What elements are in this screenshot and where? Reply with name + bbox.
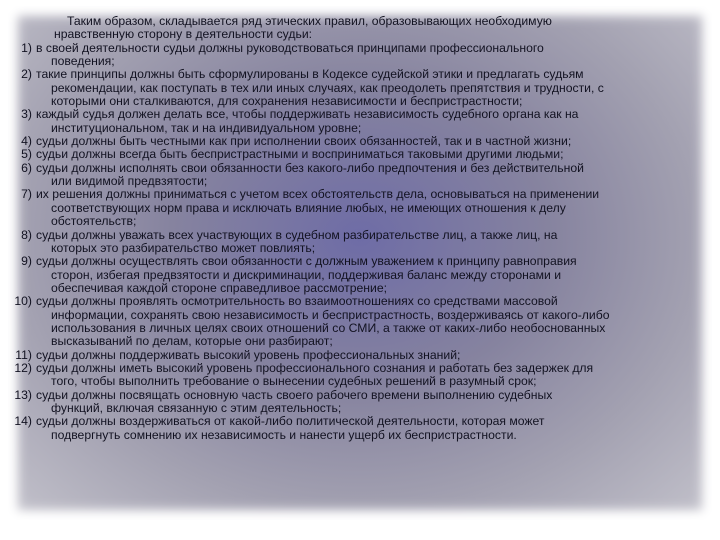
list-item-number: 4) — [21, 134, 32, 149]
list-item-line: судьи должны быть честными как при исполнении своих обязанностей, так и в частной жизни; — [36, 134, 572, 149]
list-item-number: 12) — [14, 360, 32, 375]
list-item-number: 9) — [21, 254, 32, 269]
list-item-number: 6) — [21, 160, 32, 175]
list-item — [21, 187, 710, 229]
list-item — [21, 147, 710, 162]
list-item — [21, 134, 710, 149]
list-item — [14, 414, 710, 442]
list-item-number: 11) — [15, 347, 32, 362]
list-item-line: обстоятельств; — [51, 214, 137, 229]
list-item-line: обеспечивая каждой стороне справедливое рассмотрение; — [51, 280, 387, 295]
list-item-number: 2) — [21, 67, 32, 82]
list-item — [15, 347, 710, 362]
intro-line-1: Таким образом, складывается ряд этических правил, образовывающих необходимую — [67, 14, 552, 28]
list-item-line: высказываний по делам, которые они разбирают; — [51, 334, 333, 349]
intro-line-2: нравственную сторону в деятельности судьи: — [54, 27, 313, 42]
list-item-line: соответствующих норм права и исключать влияние любых, не имеющих отношения к делу — [51, 200, 566, 215]
list-item — [21, 67, 710, 109]
list-item-number: 5) — [21, 147, 32, 162]
list-item-line: их решения должны приниматься с учетом всех обстоятельств дела, основываться на применении — [36, 187, 600, 202]
list-item-line: судьи должны иметь высокий уровень профессионального сознания и работать без задержек для — [36, 360, 594, 375]
list-item-line: каждый судья должен делать все, чтобы поддерживать независимость судебного органа как на — [36, 107, 579, 122]
list-item — [14, 360, 710, 389]
list-item-line: судьи должны исполнять свои обязанности без какого-либо предпочтения и без действительной — [36, 160, 584, 175]
list-item-line: или видимой предвзятости; — [51, 174, 208, 189]
list-item-line: судьи должны проявлять осмотрительность во взаимоотношениях со средствами массовой — [36, 294, 558, 309]
list-item — [21, 40, 710, 69]
list-item-line: подвергнуть сомнению их независимость и нанести ущерб их беспристрастности. — [51, 427, 517, 442]
list-item-line: в своей деятельности судьи должны руководствоваться принципами профессионального — [36, 40, 544, 55]
list-item-line: функций, включая связанную с этим деятельность; — [51, 400, 342, 415]
list-item — [21, 254, 710, 295]
list-item-line: того, чтобы выполнить требование о вынесении судебных решений в разумный срок; — [51, 374, 537, 389]
list-item-line: судьи должны всегда быть беспристрастными и восприниматься таковыми другими людьми; — [36, 147, 564, 162]
list-item — [14, 387, 710, 416]
list-item-number: 1) — [21, 40, 32, 55]
list-item-line: которыми они сталкиваются, для сохранения независимости и беспристрастности; — [51, 94, 523, 109]
list-item-line: судьи должны уважать всех участвующих в судебном разбирательстве лиц, а также лиц, на — [36, 227, 558, 242]
list-item-number: 7) — [21, 187, 32, 202]
list-item-line: такие принципы должны быть сформулированы в Кодексе судейской этики и предлагать судьям — [36, 67, 584, 82]
list-item-number: 8) — [21, 227, 32, 242]
list-item-line: которых это разбирательство может повлиять; — [51, 240, 316, 255]
list-item — [21, 160, 710, 189]
list-item-number: 14) — [14, 414, 32, 429]
list-item-line: использования в личных целях своих отношений со СМИ, а также от каких-либо необоснованных — [51, 320, 606, 335]
list-item-line: информации, сохранять свою независимость и беспристрастность, воздерживаясь от какого-либо — [51, 307, 610, 322]
list-item-line: судьи должны поддерживать высокий уровень профессиональных знаний; — [36, 347, 461, 362]
rules-list — [14, 40, 710, 442]
list-item-number: 10) — [14, 294, 32, 309]
list-item-number: 13) — [14, 387, 32, 402]
list-item-line: поведения; — [51, 54, 115, 69]
list-item-line: сторон, избегая предвзятости и дискриминации, поддерживая баланс между сторонами и — [51, 267, 562, 282]
list-item-line: судьи должны посвящать основную часть своего рабочего времени выполнению судебных — [36, 387, 553, 402]
list-item-line: институциональном, так и на индивидуальном уровне; — [51, 120, 362, 135]
intro-paragraph — [36, 15, 710, 42]
list-item-line: судьи должны воздерживаться от какой-либо политической деятельности, которая может — [36, 414, 545, 429]
list-item-line: рекомендации, как поступать в тех или иных случаях, как преодолеть препятствия и трудности, с — [51, 80, 604, 95]
list-item-number: 3) — [21, 107, 32, 122]
ethics-rules-text — [14, 14, 710, 442]
list-item — [14, 294, 710, 349]
list-item-line: судьи должны осуществлять свои обязанности с должным уважением к принципу равноправия — [36, 254, 577, 269]
list-item — [21, 107, 710, 135]
list-item — [21, 227, 710, 256]
